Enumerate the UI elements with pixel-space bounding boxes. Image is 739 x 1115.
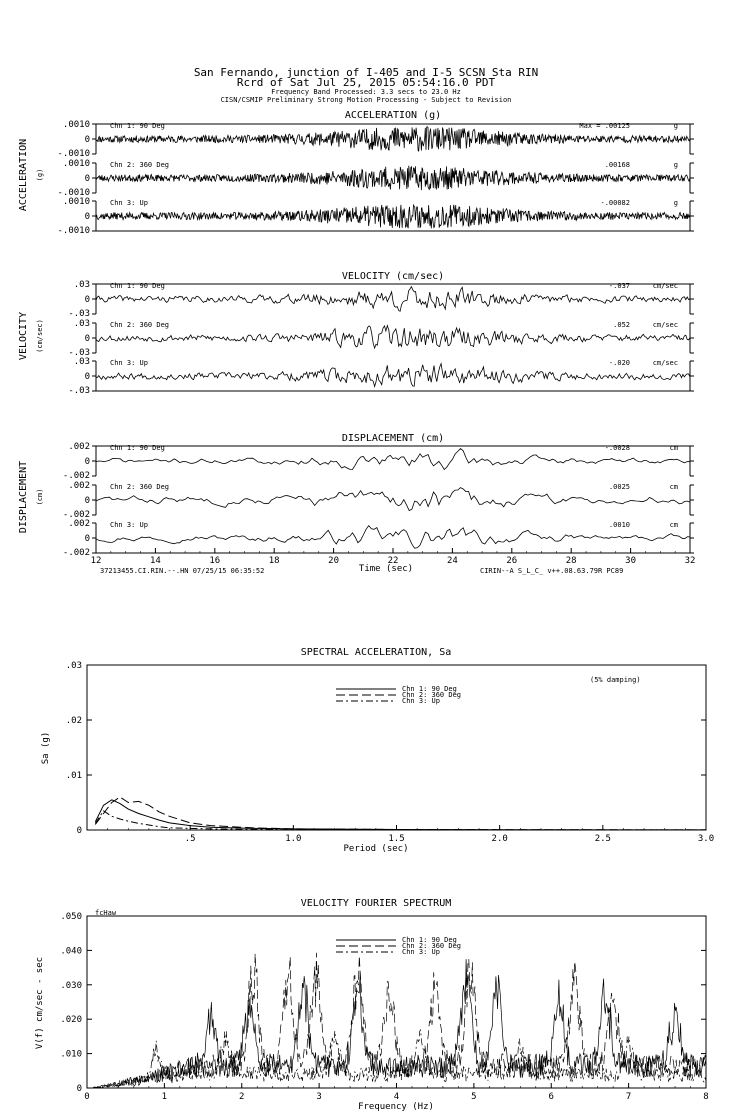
panel-tick-top: .002 (68, 442, 90, 452)
fs-x-tick-label: 5 (471, 1092, 477, 1102)
panel-peak-unit: g (673, 122, 678, 130)
sa-ylabel: Sa (g) (41, 731, 51, 765)
footer-left: 37213455.CI.RIN.--.HN 07/25/15 06:35:52 (100, 567, 265, 575)
sa-x-tick-label: 1.0 (285, 834, 302, 844)
panel-waveform (96, 326, 690, 349)
header-line4: CISN/CSMIP Preliminary Strong Motion Processing - Subject to Revision (220, 96, 512, 104)
panel-channel-label: Chn 3: Up (110, 359, 148, 367)
sa-series (95, 797, 706, 830)
fourier-ylabel: V(f) cm/sec - sec (35, 956, 45, 1050)
panel-tick-top: .002 (68, 481, 90, 491)
fs-x-tick-label: 7 (625, 1092, 632, 1102)
panel-tick-bottom: -.002 (62, 548, 90, 558)
sa-x-tick-label: 1.5 (388, 834, 405, 844)
panel-peak-unit: cm/sec (652, 359, 678, 367)
panel-tick-top: .0010 (62, 197, 90, 207)
panel-tick-zero: 0 (84, 496, 90, 506)
sa-series-line (95, 811, 706, 830)
panel-peak-unit: cm/sec (652, 282, 678, 290)
velocity-yunit: (cm/sec) (36, 319, 44, 353)
panel-tick-top: .002 (68, 519, 90, 529)
panel-waveform (96, 287, 690, 312)
sa-xlabel: Period (sec) (343, 844, 409, 854)
displacement-panels (63, 442, 694, 558)
fs-y-tick-label: .030 (60, 980, 82, 991)
panel-peak-value: Max = .00125 (579, 122, 630, 130)
panel-tick-zero: 0 (84, 135, 90, 145)
time-tick-label: 16 (209, 556, 221, 566)
panel-tick-bottom: -.002 (62, 471, 90, 481)
sa-y-tick-label: .02 (65, 716, 82, 726)
panel-channel-label: Chn 2: 360 Deg (110, 321, 170, 329)
fs-y-tick-label: .050 (60, 912, 82, 922)
sa-legend-label: Chn 1: 90 Deg (402, 685, 457, 693)
fs-y-tick-label: .020 (60, 1015, 82, 1026)
time-tick-label: 20 (328, 556, 340, 566)
time-tick-label: 24 (446, 556, 458, 566)
panel-waveform (96, 205, 690, 229)
sa-legend (336, 685, 461, 705)
displacement-title: DISPLACEMENT (cm) (341, 433, 445, 444)
header-line1: San Fernando, junction of I-405 and I-5 SCSN Sta RIN (193, 66, 539, 79)
fourier-legend (336, 936, 461, 956)
fs-x-tick-label: 0 (84, 1092, 90, 1102)
time-tick-label: 30 (625, 556, 637, 566)
time-tick-label: 12 (90, 556, 102, 566)
velocity-section (18, 271, 694, 396)
panel-tick-zero: 0 (84, 212, 90, 222)
fs-y-tick-label: 0 (76, 1084, 82, 1094)
displacement-section (18, 433, 695, 575)
panel-tick-zero: 0 (84, 372, 90, 382)
panel-peak-unit: g (673, 161, 678, 169)
panel-tick-zero: 0 (84, 534, 90, 544)
panel-channel-label: Chn 1: 90 Deg (110, 282, 165, 290)
panel-tick-bottom: -.002 (62, 510, 90, 520)
time-axis-label: Time (sec) (358, 564, 414, 574)
panel-waveform (96, 166, 690, 190)
sa-legend-label: Chn 2: 360 Deg (402, 691, 462, 699)
panel-waveform (96, 449, 690, 470)
panel-tick-bottom: -.03 (68, 386, 90, 396)
panel-tick-top: .03 (73, 319, 90, 329)
time-tick-label: 14 (149, 556, 161, 566)
velocity-ylabel: VELOCITY (18, 311, 29, 361)
fs-y-tick-label: .040 (60, 946, 82, 957)
sa-legend-label: Chn 3: Up (402, 697, 440, 705)
panel-peak-value: -.00082 (600, 199, 630, 207)
panel-channel-label: Chn 2: 360 Deg (110, 161, 170, 169)
sa-y-tick-label: .01 (65, 771, 82, 781)
fourier-spectrum-chart (35, 898, 709, 1112)
acceleration-title: ACCELERATION (g) (344, 110, 442, 121)
panel-peak-value: -.037 (608, 282, 630, 290)
fs-legend-label: Chn 2: 360 Deg (402, 942, 462, 950)
fs-x-tick-label: 2 (239, 1092, 245, 1102)
fs-y-tick-label: .010 (60, 1049, 82, 1060)
panel-tick-bottom: -.0010 (57, 149, 90, 159)
footer-right: CIRIN--A S_L_C_ v++.08.63.79R PC89 (480, 567, 624, 575)
panel-waveform (96, 364, 690, 387)
sa-plot-frame (87, 665, 706, 830)
panel-tick-zero: 0 (84, 295, 90, 305)
fs-legend-label: Chn 3: Up (402, 948, 440, 956)
panel-waveform (96, 127, 690, 151)
panel-tick-zero: 0 (84, 174, 90, 184)
fs-x-tick-label: 4 (393, 1092, 400, 1102)
panel-channel-label: Chn 3: Up (110, 199, 148, 207)
acceleration-ylabel: ACCELERATION (18, 138, 29, 212)
sa-x-tick-label: .5 (184, 834, 196, 844)
panel-tick-top: .0010 (62, 159, 90, 169)
fs-x-tick-label: 1 (161, 1092, 168, 1102)
sa-title: SPECTRAL ACCELERATION, Sa (300, 647, 452, 658)
fs-x-tick-label: 8 (703, 1092, 709, 1102)
fs-series-line (93, 1030, 706, 1088)
panel-tick-zero: 0 (84, 334, 90, 344)
panel-tick-zero: 0 (84, 457, 90, 467)
velocity-panels (68, 280, 694, 396)
panel-channel-label: Chn 1: 90 Deg (110, 444, 165, 452)
sa-series-line (95, 800, 706, 830)
panel-peak-unit: cm (669, 483, 678, 491)
panel-tick-bottom: -.03 (68, 348, 90, 358)
sa-axes (66, 661, 714, 844)
acceleration-panels (57, 120, 694, 236)
time-tick-label: 28 (565, 556, 577, 566)
fs-x-tick-label: 6 (548, 1092, 554, 1102)
panel-peak-value: .052 (613, 321, 630, 329)
header-line2: Rcrd of Sat Jul 25, 2015 05:54:16.0 PDT (236, 76, 496, 89)
panel-peak-value: -.0028 (604, 444, 630, 452)
sa-x-tick-label: 2.0 (491, 834, 508, 844)
panel-tick-bottom: -.0010 (57, 188, 90, 198)
acceleration-section (18, 110, 694, 236)
panel-channel-label: Chn 1: 90 Deg (110, 122, 165, 130)
fourier-series (93, 953, 706, 1088)
fs-x-tick-label: 3 (316, 1092, 322, 1102)
acceleration-yunit: (g) (36, 168, 44, 182)
panel-tick-top: .0010 (62, 120, 90, 130)
panel-peak-unit: cm (669, 444, 678, 452)
fourier-corner-label: fcHaw (95, 909, 117, 917)
fs-legend-label: Chn 1: 90 Deg (402, 936, 457, 944)
panel-peak-value: -.020 (608, 359, 630, 367)
panel-peak-value: .0010 (608, 521, 630, 529)
panel-peak-unit: cm (669, 521, 678, 529)
fourier-xlabel: Frequency (Hz) (358, 1102, 434, 1112)
panel-peak-unit: g (673, 199, 678, 207)
time-tick-label: 26 (506, 556, 518, 566)
header-line3: Frequency Band Processed: 3.3 secs to 23.0 Hz (271, 88, 461, 96)
panel-tick-bottom: -.03 (68, 309, 90, 319)
panel-waveform (96, 488, 690, 511)
sa-y-tick-label: .03 (65, 661, 82, 671)
fs-series-line (93, 953, 706, 1088)
spectral-acceleration-chart (41, 647, 714, 854)
displacement-yunit: (cm) (36, 488, 44, 506)
panel-tick-top: .03 (73, 280, 90, 290)
panel-waveform (96, 526, 690, 549)
time-tick-label: 18 (268, 556, 280, 566)
displacement-ylabel: DISPLACEMENT (18, 460, 29, 534)
panel-tick-top: .03 (73, 357, 90, 367)
velocity-title: VELOCITY (cm/sec) (341, 271, 445, 282)
panel-peak-value: .00168 (604, 161, 630, 169)
sa-x-tick-label: 3.0 (697, 834, 715, 844)
panel-channel-label: Chn 2: 360 Deg (110, 483, 170, 491)
fs-series-line (93, 959, 706, 1088)
panel-peak-value: .0025 (608, 483, 630, 491)
sa-damping-note: (5% damping) (590, 676, 641, 684)
sa-x-tick-label: 2.5 (594, 834, 611, 844)
sa-y-tick-label: 0 (76, 826, 82, 836)
time-tick-label: 32 (684, 556, 696, 566)
panel-tick-bottom: -.0010 (57, 226, 90, 236)
panel-channel-label: Chn 3: Up (110, 521, 148, 529)
time-tick-label: 22 (387, 556, 399, 566)
panel-peak-unit: cm/sec (652, 321, 678, 329)
fourier-title: VELOCITY FOURIER SPECTRUM (300, 898, 452, 909)
